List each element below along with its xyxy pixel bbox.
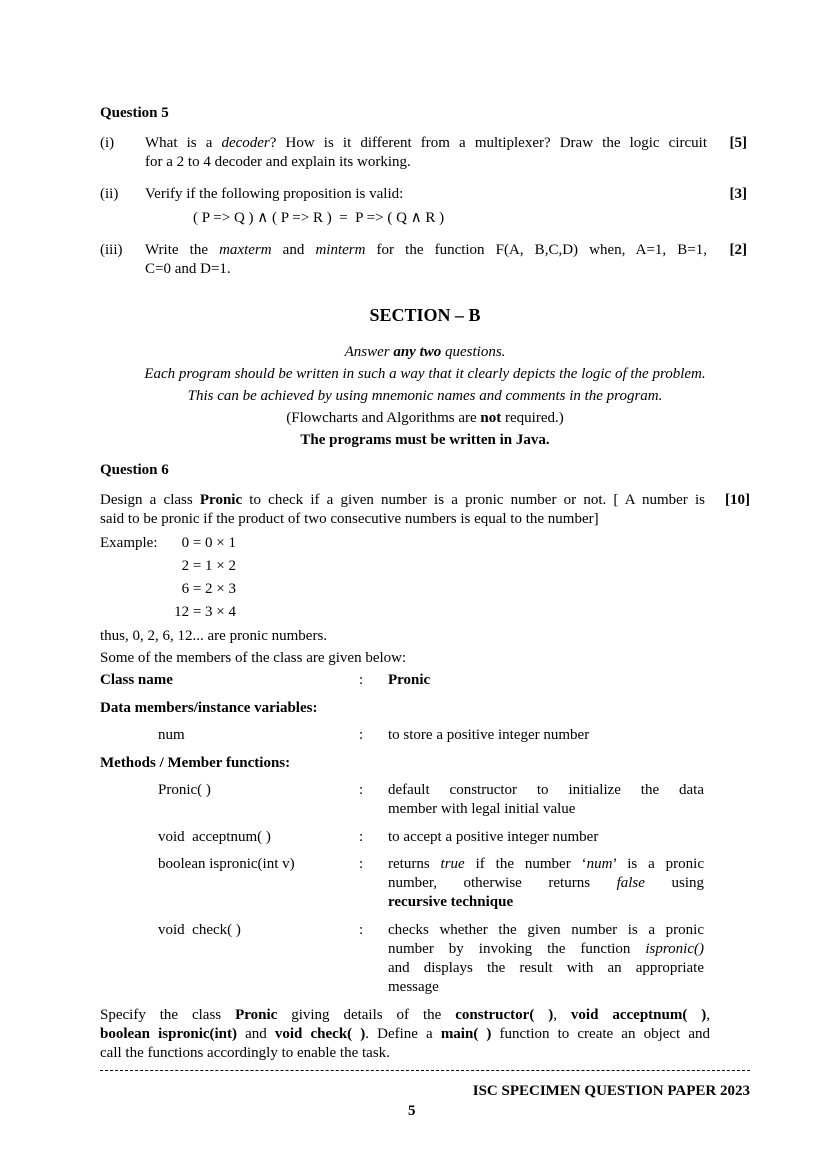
method-ispronic-desc-line2: number, otherwise returns false using bbox=[388, 875, 704, 891]
footer-title: ISC SPECIMEN QUESTION PAPER 2023 bbox=[472, 1083, 750, 1099]
example-line-0: 0 = 0 × 1 bbox=[181, 535, 236, 551]
class-name-value: Pronic bbox=[388, 672, 431, 688]
method-ispronic-desc-line1: returns true if the number ‘num’ is a pronic bbox=[388, 856, 704, 872]
method-constructor-colon: : bbox=[359, 782, 364, 798]
method-acceptnum: void acceptnum( ) bbox=[158, 829, 271, 845]
q5-part-iii-number: (iii) bbox=[100, 242, 123, 258]
q5-part-ii-number: (ii) bbox=[100, 186, 119, 202]
q5-part-ii-marks: [3] bbox=[729, 186, 747, 202]
example-line-12: 12 = 3 × 4 bbox=[174, 604, 236, 620]
section-b-instruction-2: Each program should be written in such a way that it clearly depicts the logic of the problem. bbox=[144, 366, 706, 382]
q5-part-iii bbox=[100, 241, 707, 281]
data-member-num-row bbox=[100, 726, 707, 746]
q5-part-ii-text: Verify if the following proposition is valid: bbox=[145, 186, 404, 202]
method-constructor-row bbox=[100, 781, 707, 821]
q6-description bbox=[100, 491, 705, 529]
page-number: 5 bbox=[408, 1103, 416, 1119]
data-member-num: num bbox=[158, 727, 185, 743]
method-constructor-desc-line1: default constructor to initialize the data bbox=[388, 782, 704, 798]
method-acceptnum-row bbox=[100, 828, 707, 848]
method-ispronic-colon: : bbox=[359, 856, 364, 872]
method-check-desc-line1: checks whether the given number is a pronic bbox=[388, 922, 704, 938]
method-acceptnum-colon: : bbox=[359, 829, 364, 845]
method-check-desc-line3: and displays the result with an appropriate bbox=[388, 960, 704, 976]
q5-part-ii-formula: ( P => Q ) ∧ ( P => R ) = P => ( Q ∧ R ) bbox=[193, 210, 445, 226]
q5-part-i-marks: [5] bbox=[729, 135, 747, 151]
q6-marks: [10] bbox=[725, 492, 750, 508]
q6-description-line2: said to be pronic if the product of two consecutive numbers is equal to the number] bbox=[100, 511, 599, 527]
method-check: void check( ) bbox=[158, 922, 241, 938]
q6-description-line1: Design a class Pronic to check if a given number is a pronic number or not. [ A number is bbox=[100, 492, 705, 508]
section-b-title: SECTION – B bbox=[369, 305, 481, 325]
method-ispronic-row bbox=[100, 855, 707, 915]
q6-specification-line3: call the functions accordingly to enable the task. bbox=[100, 1045, 390, 1061]
method-check-desc-line4: message bbox=[388, 979, 439, 995]
data-members-heading: Data members/instance variables: bbox=[100, 700, 318, 716]
method-ispronic-desc-line3: recursive technique bbox=[388, 894, 514, 910]
q5-part-i bbox=[100, 134, 707, 174]
question-5-title: Question 5 bbox=[100, 105, 169, 121]
example-line-6: 6 = 2 × 3 bbox=[181, 581, 236, 597]
q5-part-i-line2: for a 2 to 4 decoder and explain its working. bbox=[145, 154, 411, 170]
section-b-instruction-4: (Flowcharts and Algorithms are not required.) bbox=[286, 410, 564, 426]
q6-specification-line1: Specify the class Pronic giving details of the constructor( ), void acceptnum( ), bbox=[100, 1007, 710, 1023]
method-acceptnum-desc: to accept a positive integer number bbox=[388, 829, 599, 845]
member-functions-heading: Methods / Member functions: bbox=[100, 755, 291, 771]
example-label: Example: bbox=[100, 535, 158, 551]
section-b-instruction-5: The programs must be written in Java. bbox=[300, 432, 550, 448]
q5-part-i-line1: What is a decoder? How is it different from a multiplexer? Draw the logic circuit bbox=[145, 135, 707, 151]
q5-part-i-number: (i) bbox=[100, 135, 115, 151]
method-check-colon: : bbox=[359, 922, 364, 938]
class-name-row bbox=[100, 671, 707, 691]
method-ispronic: boolean ispronic(int v) bbox=[158, 856, 295, 872]
question-6-title: Question 6 bbox=[100, 462, 169, 478]
data-member-num-colon: : bbox=[359, 727, 364, 743]
q5-part-iii-line1: Write the maxterm and minterm for the function F(A, B,C,D) when, A=1, B=1, bbox=[145, 242, 707, 258]
pronic-summary: thus, 0, 2, 6, 12... are pronic numbers. bbox=[100, 628, 328, 644]
class-name-label: Class name bbox=[100, 672, 173, 688]
q6-specification bbox=[100, 1006, 710, 1063]
method-constructor: Pronic( ) bbox=[158, 782, 211, 798]
data-member-num-desc: to store a positive integer number bbox=[388, 727, 590, 743]
class-name-colon: : bbox=[359, 672, 364, 688]
q6-specification-line2: boolean ispronic(int) and void check( ). Define a main( ) function to create an object and bbox=[100, 1026, 710, 1042]
section-b-instruction-1: Answer any two questions. bbox=[344, 344, 506, 360]
example-line-2: 2 = 1 × 2 bbox=[181, 558, 236, 574]
members-intro: Some of the members of the class are given below: bbox=[100, 650, 407, 666]
footer-divider bbox=[100, 1070, 750, 1071]
method-constructor-desc-line2: member with legal initial value bbox=[388, 801, 576, 817]
q5-part-iii-line2: C=0 and D=1. bbox=[145, 261, 231, 277]
section-b-instruction-3: This can be achieved by using mnemonic names and comments in the program. bbox=[187, 388, 663, 404]
method-check-row bbox=[100, 921, 707, 1001]
method-check-desc-line2: number by invoking the function ispronic() bbox=[388, 941, 704, 957]
q5-part-iii-marks: [2] bbox=[729, 242, 747, 258]
